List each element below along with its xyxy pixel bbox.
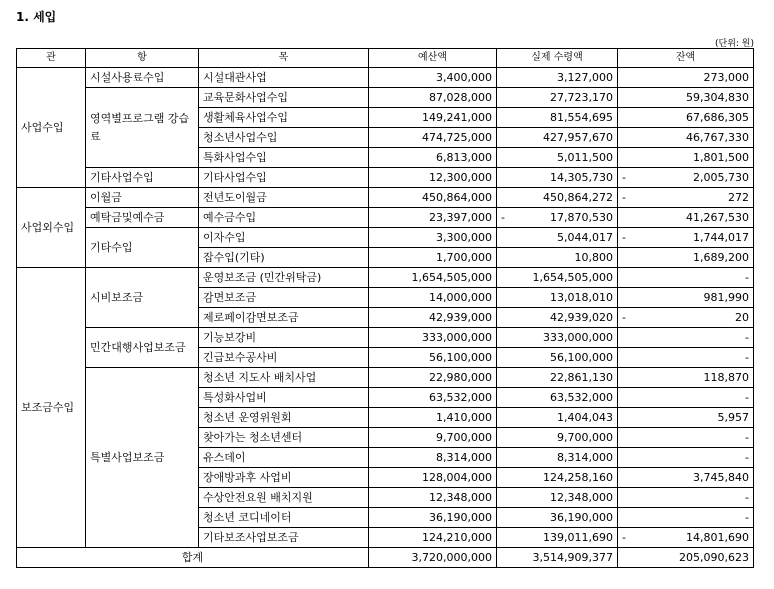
budget-value: 128,004,000 <box>422 470 492 484</box>
balance-value: 1,689,200 <box>693 250 749 264</box>
budget-value: 124,210,000 <box>422 530 492 544</box>
balance-cell <box>618 468 754 488</box>
balance-value: 2,005,730 <box>693 170 749 184</box>
mok-cell: 수상안전요원 배치지원 <box>199 488 369 508</box>
budget-cell <box>369 388 497 408</box>
actual-cell <box>497 68 618 88</box>
revenue-table <box>16 48 754 568</box>
actual-value: 139,011,690 <box>543 530 613 544</box>
gwan-cell: 사업외수입 <box>17 188 86 268</box>
actual-value: 12,348,000 <box>550 490 613 504</box>
total-actual: 3,514,909,377 <box>497 548 618 568</box>
balance-cell <box>618 68 754 88</box>
mok-cell: 청소년 지도사 배치사업 <box>199 368 369 388</box>
budget-value: 474,725,000 <box>422 130 492 144</box>
actual-value: 13,018,010 <box>550 290 613 304</box>
actual-cell <box>497 508 618 528</box>
balance-cell <box>618 148 754 168</box>
budget-value: 9,700,000 <box>436 430 492 444</box>
total-budget: 3,720,000,000 <box>369 548 497 568</box>
table-row <box>17 188 754 208</box>
balance-value: 1,744,017 <box>693 230 749 244</box>
mok-cell: 교육문화사업수입 <box>199 88 369 108</box>
actual-value: 427,957,670 <box>543 130 613 144</box>
budget-value: 450,864,000 <box>422 190 492 204</box>
mok-cell: 장애방과후 사업비 <box>199 468 369 488</box>
balance-cell <box>618 308 754 328</box>
balance-value: - <box>745 350 749 364</box>
table-header-row <box>17 49 754 68</box>
budget-cell <box>369 308 497 328</box>
balance-cell <box>618 268 754 288</box>
balance-cell <box>618 408 754 428</box>
budget-cell <box>369 508 497 528</box>
balance-cell <box>618 488 754 508</box>
budget-cell <box>369 368 497 388</box>
balance-cell <box>618 88 754 108</box>
budget-cell <box>369 468 497 488</box>
actual-cell <box>497 328 618 348</box>
actual-value: 450,864,272 <box>543 190 613 204</box>
balance-value: - <box>745 270 749 284</box>
balance-cell <box>618 108 754 128</box>
balance-value: 1,801,500 <box>693 150 749 164</box>
budget-cell <box>369 488 497 508</box>
actual-cell <box>497 168 618 188</box>
balance-value: 273,000 <box>703 70 749 84</box>
budget-value: 12,348,000 <box>429 490 492 504</box>
hang-cell: 영역별프로그램 강습료 <box>86 88 199 168</box>
header-gwan: 관 <box>17 49 86 68</box>
balance-value: 41,267,530 <box>686 210 749 224</box>
actual-cell <box>497 188 618 208</box>
table-row <box>17 328 754 348</box>
balance-value: 46,767,330 <box>686 130 749 144</box>
mok-cell: 예수금수입 <box>199 208 369 228</box>
actual-cell <box>497 128 618 148</box>
actual-cell <box>497 528 618 548</box>
actual-cell <box>497 388 618 408</box>
budget-value: 12,300,000 <box>429 170 492 184</box>
hang-cell: 특별사업보조금 <box>86 368 199 548</box>
mok-cell: 특성화사업비 <box>199 388 369 408</box>
actual-value: 14,305,730 <box>550 170 613 184</box>
balance-cell <box>618 368 754 388</box>
actual-value: 27,723,170 <box>550 90 613 104</box>
budget-cell <box>369 348 497 368</box>
hang-cell: 시설사용료수입 <box>86 68 199 88</box>
balance-value: 67,686,305 <box>686 110 749 124</box>
header-budget: 예산액 <box>369 49 497 68</box>
negative-sign: - <box>622 190 626 204</box>
hang-cell: 시비보조금 <box>86 268 199 328</box>
budget-value: 22,980,000 <box>429 370 492 384</box>
balance-cell <box>618 128 754 148</box>
mok-cell: 기타사업수입 <box>199 168 369 188</box>
actual-value: 36,190,000 <box>550 510 613 524</box>
balance-value: 14,801,690 <box>686 530 749 544</box>
budget-value: 56,100,000 <box>429 350 492 364</box>
budget-value: 6,813,000 <box>436 150 492 164</box>
mok-cell: 잡수입(기타) <box>199 248 369 268</box>
gwan-cell: 사업수입 <box>17 68 86 188</box>
gwan-cell: 보조금수입 <box>17 268 86 548</box>
actual-value: 42,939,020 <box>550 310 613 324</box>
budget-cell <box>369 68 497 88</box>
actual-cell <box>497 288 618 308</box>
total-row <box>17 548 754 568</box>
balance-cell <box>618 448 754 468</box>
balance-cell <box>618 388 754 408</box>
table-row <box>17 368 754 388</box>
actual-value: 5,044,017 <box>557 230 613 244</box>
actual-cell <box>497 148 618 168</box>
header-balance: 잔액 <box>618 49 754 68</box>
actual-cell <box>497 368 618 388</box>
balance-value: - <box>745 450 749 464</box>
balance-cell <box>618 508 754 528</box>
actual-cell <box>497 428 618 448</box>
hang-cell: 민간대행사업보조금 <box>86 328 199 368</box>
budget-value: 63,532,000 <box>429 390 492 404</box>
budget-cell <box>369 188 497 208</box>
actual-value: 17,870,530 <box>550 210 613 224</box>
mok-cell: 유스데이 <box>199 448 369 468</box>
actual-value: 22,861,130 <box>550 370 613 384</box>
header-hang: 항 <box>86 49 199 68</box>
budget-cell <box>369 268 497 288</box>
hang-cell: 기타수입 <box>86 228 199 268</box>
budget-value: 333,000,000 <box>422 330 492 344</box>
balance-value: 20 <box>735 310 749 324</box>
budget-value: 14,000,000 <box>429 290 492 304</box>
budget-cell <box>369 248 497 268</box>
budget-cell <box>369 168 497 188</box>
mok-cell: 감면보조금 <box>199 288 369 308</box>
budget-value: 1,410,000 <box>436 410 492 424</box>
balance-cell <box>618 168 754 188</box>
actual-cell <box>497 108 618 128</box>
negative-sign: - <box>501 210 505 224</box>
negative-sign: - <box>622 230 626 244</box>
mok-cell: 전년도이월금 <box>199 188 369 208</box>
budget-cell <box>369 208 497 228</box>
actual-cell <box>497 348 618 368</box>
budget-cell <box>369 408 497 428</box>
mok-cell: 이자수입 <box>199 228 369 248</box>
actual-value: 333,000,000 <box>543 330 613 344</box>
header-actual: 실제 수령액 <box>497 49 618 68</box>
balance-cell <box>618 328 754 348</box>
section-title: 1. 세입 <box>16 10 57 24</box>
negative-sign: - <box>622 170 626 184</box>
unit-label: (단위: 원) <box>715 39 754 49</box>
actual-cell <box>497 448 618 468</box>
budget-value: 8,314,000 <box>436 450 492 464</box>
budget-value: 1,654,505,000 <box>411 270 492 284</box>
actual-cell <box>497 268 618 288</box>
actual-cell <box>497 88 618 108</box>
actual-cell <box>497 408 618 428</box>
actual-cell <box>497 248 618 268</box>
budget-value: 87,028,000 <box>429 90 492 104</box>
actual-cell <box>497 488 618 508</box>
budget-cell <box>369 328 497 348</box>
balance-cell <box>618 188 754 208</box>
actual-value: 81,554,695 <box>550 110 613 124</box>
balance-cell <box>618 228 754 248</box>
balance-cell <box>618 348 754 368</box>
balance-value: 5,957 <box>717 410 749 424</box>
total-balance: 205,090,623 <box>618 548 754 568</box>
mok-cell: 생활체육사업수입 <box>199 108 369 128</box>
budget-cell <box>369 148 497 168</box>
budget-cell <box>369 288 497 308</box>
mok-cell: 청소년사업수입 <box>199 128 369 148</box>
table-row <box>17 208 754 228</box>
balance-value: - <box>745 330 749 344</box>
budget-cell <box>369 528 497 548</box>
balance-cell <box>618 208 754 228</box>
actual-value: 10,800 <box>574 250 613 264</box>
balance-value: 118,870 <box>703 370 749 384</box>
balance-value: 3,745,840 <box>693 470 749 484</box>
table-body <box>17 68 754 568</box>
mok-cell: 제로페이감면보조금 <box>199 308 369 328</box>
balance-cell <box>618 288 754 308</box>
table-row <box>17 68 754 88</box>
actual-value: 3,127,000 <box>557 70 613 84</box>
balance-value: 981,990 <box>703 290 749 304</box>
mok-cell: 청소년 코디네이터 <box>199 508 369 528</box>
actual-cell <box>497 468 618 488</box>
budget-value: 36,190,000 <box>429 510 492 524</box>
mok-cell: 청소년 운영위원회 <box>199 408 369 428</box>
actual-value: 1,404,043 <box>557 410 613 424</box>
balance-value: - <box>745 510 749 524</box>
mok-cell: 운영보조금 (민간위탁금) <box>199 268 369 288</box>
budget-value: 149,241,000 <box>422 110 492 124</box>
balance-value: - <box>745 390 749 404</box>
actual-value: 63,532,000 <box>550 390 613 404</box>
balance-value: - <box>745 430 749 444</box>
budget-cell <box>369 108 497 128</box>
budget-value: 3,400,000 <box>436 70 492 84</box>
budget-value: 42,939,000 <box>429 310 492 324</box>
actual-value: 9,700,000 <box>557 430 613 444</box>
balance-value: 59,304,830 <box>686 90 749 104</box>
table-row <box>17 228 754 248</box>
balance-cell <box>618 528 754 548</box>
actual-cell <box>497 308 618 328</box>
balance-value: 272 <box>728 190 749 204</box>
header-mok: 목 <box>199 49 369 68</box>
actual-value: 56,100,000 <box>550 350 613 364</box>
budget-value: 23,397,000 <box>429 210 492 224</box>
budget-cell <box>369 128 497 148</box>
actual-value: 8,314,000 <box>557 450 613 464</box>
budget-cell <box>369 88 497 108</box>
actual-cell <box>497 228 618 248</box>
budget-cell <box>369 228 497 248</box>
budget-cell <box>369 448 497 468</box>
hang-cell: 이월금 <box>86 188 199 208</box>
hang-cell: 예탁금및예수금 <box>86 208 199 228</box>
hang-cell: 기타사업수입 <box>86 168 199 188</box>
table-row <box>17 88 754 108</box>
mok-cell: 기능보강비 <box>199 328 369 348</box>
mok-cell: 찾아가는 청소년센터 <box>199 428 369 448</box>
actual-cell <box>497 208 618 228</box>
mok-cell: 특화사업수입 <box>199 148 369 168</box>
actual-value: 124,258,160 <box>543 470 613 484</box>
budget-value: 1,700,000 <box>436 250 492 264</box>
total-label: 합계 <box>17 548 369 568</box>
balance-cell <box>618 428 754 448</box>
balance-cell <box>618 248 754 268</box>
budget-value: 3,300,000 <box>436 230 492 244</box>
mok-cell: 기타보조사업보조금 <box>199 528 369 548</box>
mok-cell: 시설대관사업 <box>199 68 369 88</box>
table-row <box>17 268 754 288</box>
table-row <box>17 168 754 188</box>
negative-sign: - <box>622 310 626 324</box>
budget-cell <box>369 428 497 448</box>
actual-value: 5,011,500 <box>557 150 613 164</box>
balance-value: - <box>745 490 749 504</box>
negative-sign: - <box>622 530 626 544</box>
mok-cell: 긴급보수공사비 <box>199 348 369 368</box>
actual-value: 1,654,505,000 <box>532 270 613 284</box>
